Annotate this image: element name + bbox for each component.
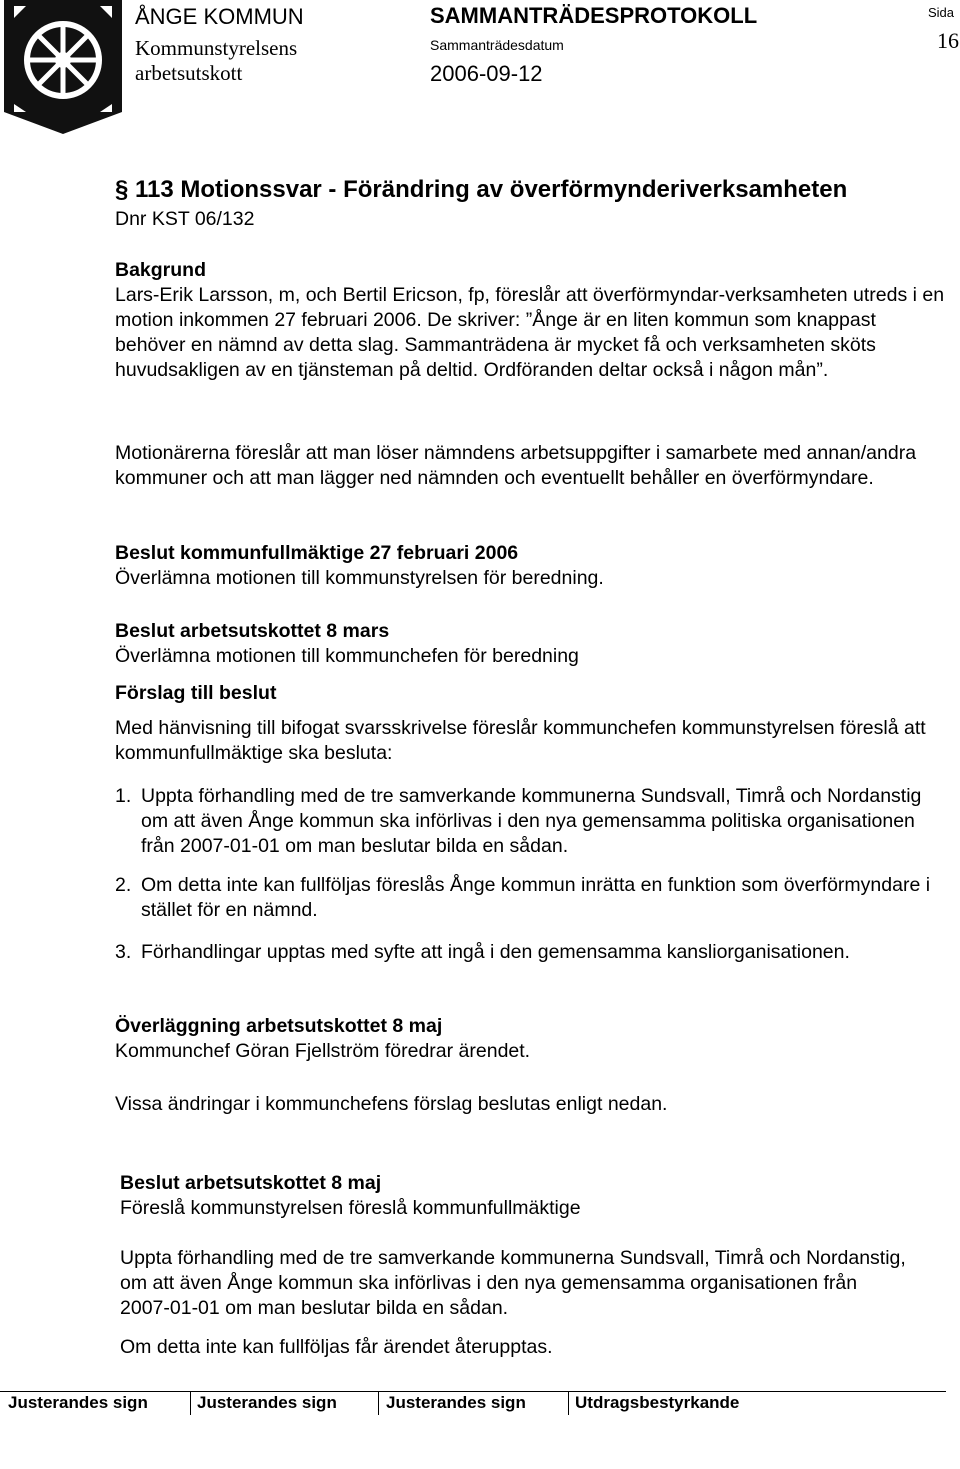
footer-separator: [378, 1391, 379, 1415]
list-number: 3.: [115, 941, 132, 963]
page-number: 16: [937, 28, 959, 53]
footer-sign-2: Justerandes sign: [197, 1393, 337, 1412]
protocol-title: SAMMANTRÄDESPROTOKOLL: [430, 3, 758, 28]
list-text: Uppta förhandling med de tre samverkande kommunerna Sundsvall, Timrå och Nordanstig om att även Ånge kommun ska införlivas i den nya gemensamma politiska organisationen från 2007-01-01 om man beslutar bilda en sådan.: [141, 785, 922, 857]
beslut-au-maj-text-2: Uppta förhandling med de tre samverkande kommunerna Sundsvall, Timrå och Nordanstig, om att även Ånge kommun ska införlivas i den nya gemensamma organisationen från 2007-01-01 om man beslutar bilda en sådan.: [120, 1247, 906, 1319]
beslut-au-maj-text-1: Föreslå kommunstyrelsen föreslå kommunfullmäktige: [120, 1197, 581, 1219]
footer-divider: [0, 1391, 946, 1392]
beslut-kf-section: [115, 541, 945, 591]
organization-name: ÅNGE KOMMUN: [135, 4, 304, 29]
overlaggning-heading: Överläggning arbetsutskottet 8 maj: [115, 1015, 443, 1037]
beslut-kf-heading: Beslut kommunfullmäktige 27 februari 2006: [115, 542, 519, 564]
forslag-intro: [115, 716, 945, 766]
bakgrund-section: [115, 258, 945, 383]
footer-sign-3: Justerandes sign: [386, 1393, 526, 1412]
footer-sign-1: Justerandes sign: [8, 1393, 148, 1412]
beslut-au-maj-text-3: Om detta inte kan fullföljas får ärendet återupptas.: [120, 1336, 553, 1358]
beslut-au-mars-heading: Beslut arbetsutskottet 8 mars: [115, 620, 390, 642]
list-text: Förhandlingar upptas med syfte att ingå i den gemensamma kansliorganisationen.: [141, 941, 850, 963]
beslut-au-maj-heading: Beslut arbetsutskottet 8 maj: [120, 1172, 382, 1194]
municipality-logo: [4, 0, 122, 134]
forslag-heading: Förslag till beslut: [115, 682, 277, 704]
page-label: Sida: [928, 5, 955, 20]
committee-name-line2: arbetsutskott: [135, 61, 243, 85]
list-text: Om detta inte kan fullföljas föreslås Ånge kommun inrätta en funktion som överförmyndare i stället för en nämnd.: [141, 874, 931, 921]
beslut-au-mars-section: [115, 619, 945, 669]
overlaggning-note: [115, 1092, 945, 1117]
beslut-au-mars-text: Överlämna motionen till kommunchefen för beredning: [115, 645, 579, 667]
overlaggning-text-2: Vissa ändringar i kommunchefens förslag beslutas enligt nedan.: [115, 1093, 668, 1115]
footer-extract: Utdragsbestyrkande: [575, 1393, 740, 1412]
motion-section: [115, 441, 945, 491]
bakgrund-heading: Bakgrund: [115, 259, 207, 281]
motion-text: Motionärerna föreslår att man löser nämndens arbetsuppgifter i samarbete med annan/andra kommuner och att man lägger ned nämnden och eventuellt behåller en överförmyndare.: [115, 442, 917, 489]
overlaggning-text-1: Kommunchef Göran Fjellström föredrar ärendet.: [115, 1040, 531, 1062]
footer-separator: [568, 1391, 569, 1415]
list-item: [115, 784, 945, 859]
list-number: 1.: [115, 785, 132, 807]
meeting-date-label: Sammanträdesdatum: [430, 37, 564, 53]
meeting-date: 2006-09-12: [430, 61, 543, 86]
committee-name-line1: Kommunstyrelsens: [135, 36, 298, 60]
forslag-text: Med hänvisning till bifogat svarsskrivelse föreslår kommunchefen kommunstyrelsen föreslå att kommunfullmäktige ska besluta:: [115, 717, 926, 764]
beslut-au-maj-section: [120, 1171, 950, 1221]
section-title: § 113 Motionssvar - Förändring av överförmynderiverksamheten: [115, 176, 848, 203]
forslag-list-2: [115, 873, 945, 923]
beslut-au-maj-body: [120, 1246, 910, 1321]
footer-separator: [190, 1391, 191, 1415]
beslut-au-maj-end: [120, 1335, 950, 1360]
beslut-kf-text: Överlämna motionen till kommunstyrelsen för beredning.: [115, 567, 604, 589]
overlaggning-section: [115, 1014, 945, 1064]
dnr-number: Dnr KST 06/132: [115, 208, 255, 230]
forslag-list: [115, 784, 945, 859]
list-number: 2.: [115, 874, 132, 896]
forslag-list-3: [115, 940, 945, 965]
forslag-section: [115, 681, 945, 706]
bakgrund-text: Lars-Erik Larsson, m, och Bertil Ericson, fp, föreslår att överförmyndar-verksamheten utreds i en motion inkommen 27 februari 2006. De skriver: ”Ånge är en liten kommun som knappast behöver en nämnd av detta slag. Sammanträdena är mycket få och verksamheten sköts huvudsakligen av en tjänsteman på deltid. Ordföranden deltar också i någon mån”.: [115, 284, 945, 381]
list-item: [115, 873, 945, 923]
list-item: [115, 940, 945, 965]
